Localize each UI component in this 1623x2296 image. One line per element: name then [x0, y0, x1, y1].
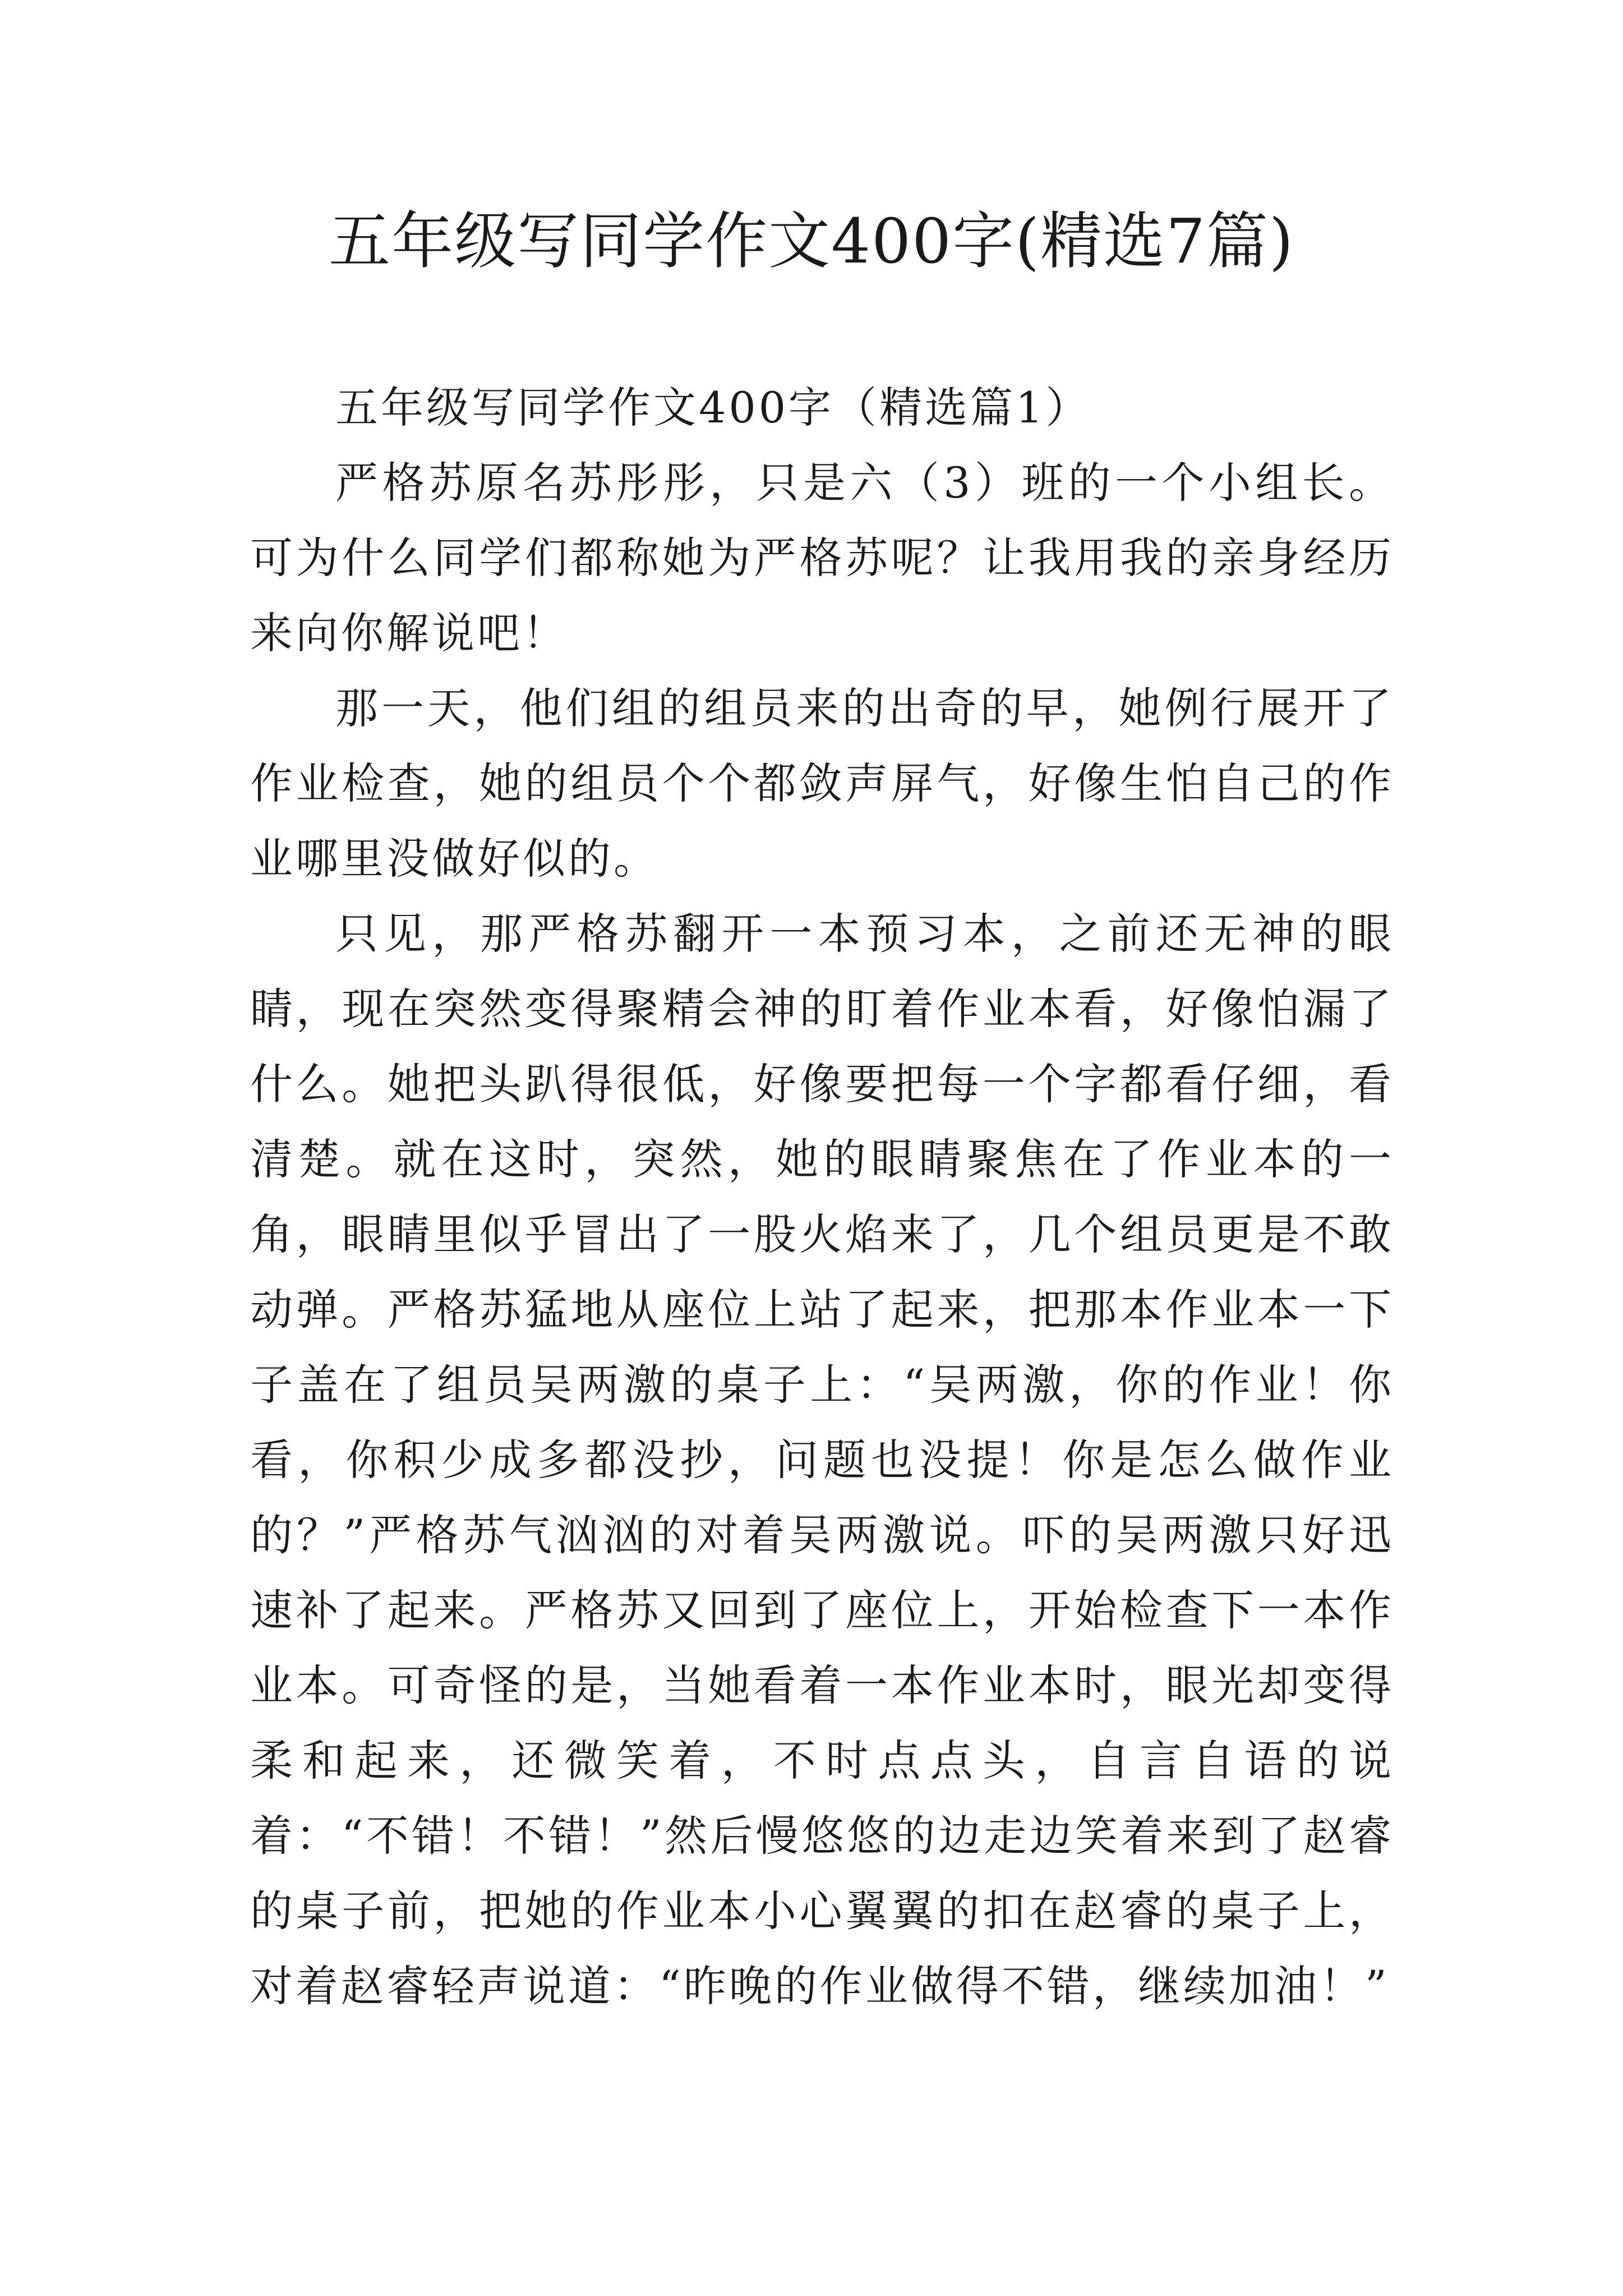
document-title: 五年级写同学作文400字(精选7篇) [329, 205, 1294, 277]
section-heading: 五年级写同学作文400字（精选篇1） [335, 383, 1091, 432]
document-body [250, 370, 1394, 2024]
paragraph: 那一天，他们组的组员来的出奇的早，她例行展开了作业检查，她的组员个个都敛声屏气，好像生怕自己的作业哪里没做好似的。 [250, 683, 1394, 884]
paragraph: 严格苏原名苏彤彤，只是六（3）班的一个小组长。可为什么同学们都称她为严格苏呢？让我用我的亲身经历来向你解说吧！ [250, 458, 1394, 658]
paragraph: 只见，那严格苏翻开一本预习本，之前还无神的眼睛，现在突然变得聚精会神的盯着作业本看，好像怕漏了什么。她把头趴得很低，好像要把每一个字都看仔细，看清楚。就在这时，突然，她的眼睛聚焦在了作业本的一角，眼睛里似乎冒出了一股火焰来了，几个组员更是不敢动弹。严格苏猛地从座位上站了起来，把那本作业本一下子盖在了组员吴两激的桌子上：“吴两激，你的作业！你看，你积少成多都没抄，问题也没提！你是怎么做作业的？”严格苏气汹汹的对着吴两激说。吓的吴两激只好迅速补了起来。严格苏又回到了座位上，开始检查下一本作业本。可奇怪的是，当她看着一本作业本时，眼光却变得柔和起来，还微笑着，不时点点头，自言自语的说着：“不错！不错！”然后慢悠悠的边走边笑着来到了赵睿的桌子前，把她的作业本小心翼翼的扣在赵睿的桌子上，对着赵睿轻声说道：“昨晚的作业做得不错，继续加油！” [250, 909, 1394, 2011]
